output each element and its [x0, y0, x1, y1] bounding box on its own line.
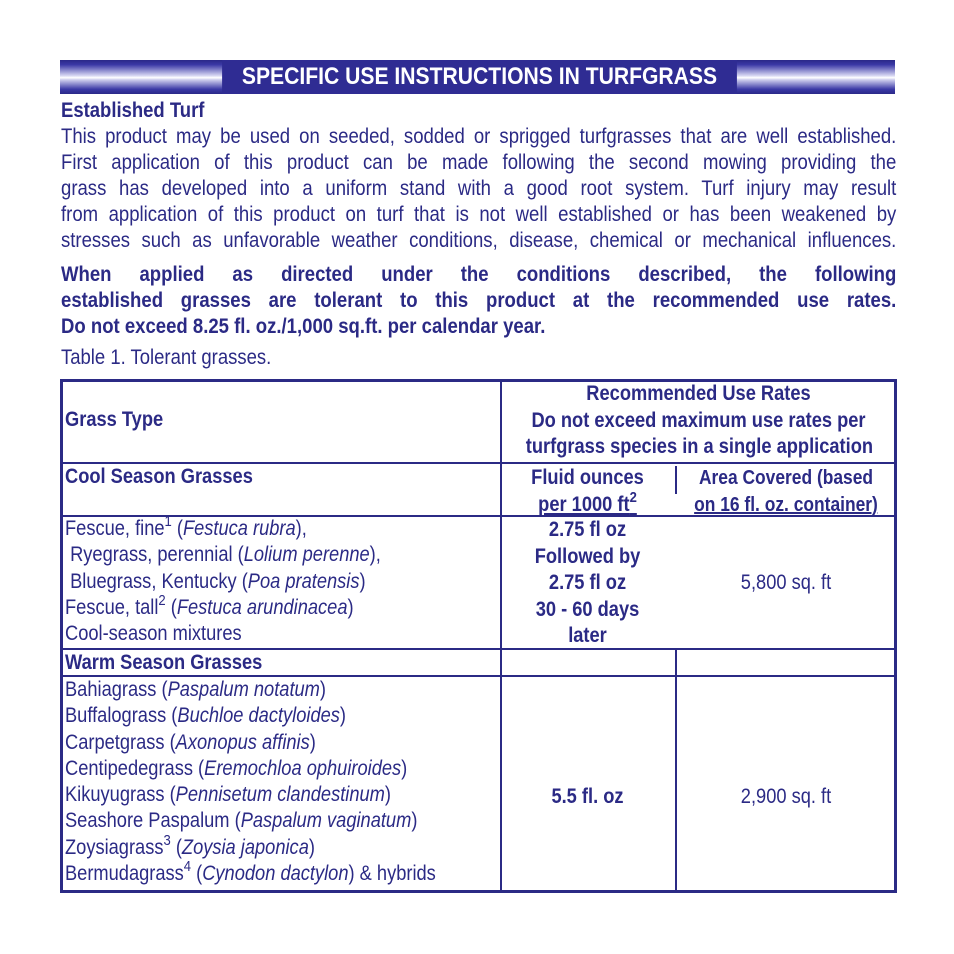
rate-line: later	[568, 624, 607, 647]
grass-entry: Bluegrass, Kentucky (Poa pratensis)	[65, 569, 366, 593]
header-line: Recommended Use Rates	[586, 382, 811, 405]
statement-line: Do not exceed 8.25 fl. oz./1,000 sq.ft. per calendar year.	[61, 315, 546, 338]
statement-line: When applied as directed under the conditions described, the following	[61, 263, 897, 286]
grass-entry: Ryegrass, perennial (Lolium perenne),	[65, 543, 381, 567]
fluid-ounces-header	[511, 465, 663, 518]
section-heading: Established Turf	[61, 99, 205, 122]
warm-grass-list	[65, 677, 436, 887]
table-border	[60, 890, 897, 893]
column-divider	[675, 649, 677, 893]
grass-entry: Carpetgrass (Axonopus affinis)	[65, 730, 316, 754]
header-grass-type: Grass Type	[65, 408, 164, 431]
fluid-line	[511, 488, 663, 519]
table-border	[894, 379, 897, 893]
column-divider	[675, 466, 677, 494]
header-line: turfgrass species in a single application	[525, 435, 874, 458]
grass-entry: Bermudagrass$^4$ (Cynodon dactylon) & hybrids	[65, 858, 436, 886]
warm-season-rate: 5.5 fl. oz	[551, 785, 624, 808]
grass-entry: Zoysiagrass$^3$ (Zoysia japonica)	[65, 831, 315, 859]
grass-entry: Fescue, tall$^2$ (Festuca arundinacea)	[65, 591, 354, 619]
grass-entry: Buffalograss (Buchloe dactyloides)	[65, 704, 346, 728]
cool-season-label: Cool Season Grasses	[65, 465, 253, 488]
cool-grass-list	[65, 513, 381, 647]
intro-line: stresses such as unfavorable weather conditions, disease, chemical or mechanical influences.	[61, 229, 897, 252]
fluid-unit: per 1000 ft	[538, 492, 630, 516]
grass-entry: Seashore Paspalum (Paspalum vaginatum)	[65, 809, 418, 833]
cool-season-area: 5,800 sq. ft	[740, 571, 832, 594]
banner-title: SPECIFIC USE INSTRUCTIONS IN TURFGRASS	[222, 60, 737, 94]
table-caption: Table 1. Tolerant grasses.	[61, 346, 272, 369]
column-divider	[500, 379, 502, 893]
cool-season-rate	[511, 517, 663, 650]
rate-line: 2.75 fl oz	[548, 571, 627, 594]
area-line: on 16 fl. oz. container)	[694, 493, 878, 516]
area-line: Area Covered (based	[698, 467, 874, 489]
rate-line: 2.75 fl oz	[548, 518, 627, 541]
table-border	[60, 379, 63, 893]
grass-entry: Bahiagrass (Paspalum notatum)	[65, 678, 326, 701]
statement-line: established grasses are tolerant to this product at the recommended use rates.	[61, 289, 897, 312]
header-use-rates	[525, 381, 874, 461]
grass-entry: Kikuyugrass (Pennisetum clandestinum)	[65, 783, 391, 807]
grass-entry: Fescue, fine$^1$ (Festuca rubra),	[65, 513, 307, 540]
intro-line: grass has developed into a uniform stand with a good root system. Turf injury may result	[61, 177, 897, 200]
grass-entry: Cool-season mixtures	[65, 622, 242, 646]
intro-line: This product may be used on seeded, sodded or sprigged turfgrasses that are well established.	[61, 125, 897, 148]
header-line: Do not exceed maximum use rates per	[531, 408, 866, 432]
intro-line: First application of this product can be made following the second mowing providing the	[61, 151, 897, 174]
intro-line: from application of this product on turf that is not well established or has been weakened by	[61, 203, 897, 226]
fluid-line: Fluid ounces	[531, 466, 644, 489]
area-covered-header	[690, 465, 881, 518]
grass-entry: Centipedegrass (Eremochloa ophuiroides)	[65, 756, 408, 780]
warm-season-label: Warm Season Grasses	[65, 651, 263, 674]
rate-line: Followed by	[534, 544, 641, 568]
fluid-superscript: 2	[629, 488, 637, 506]
warm-season-area: 2,900 sq. ft	[740, 785, 832, 808]
rate-line: 30 - 60 days	[535, 597, 640, 621]
